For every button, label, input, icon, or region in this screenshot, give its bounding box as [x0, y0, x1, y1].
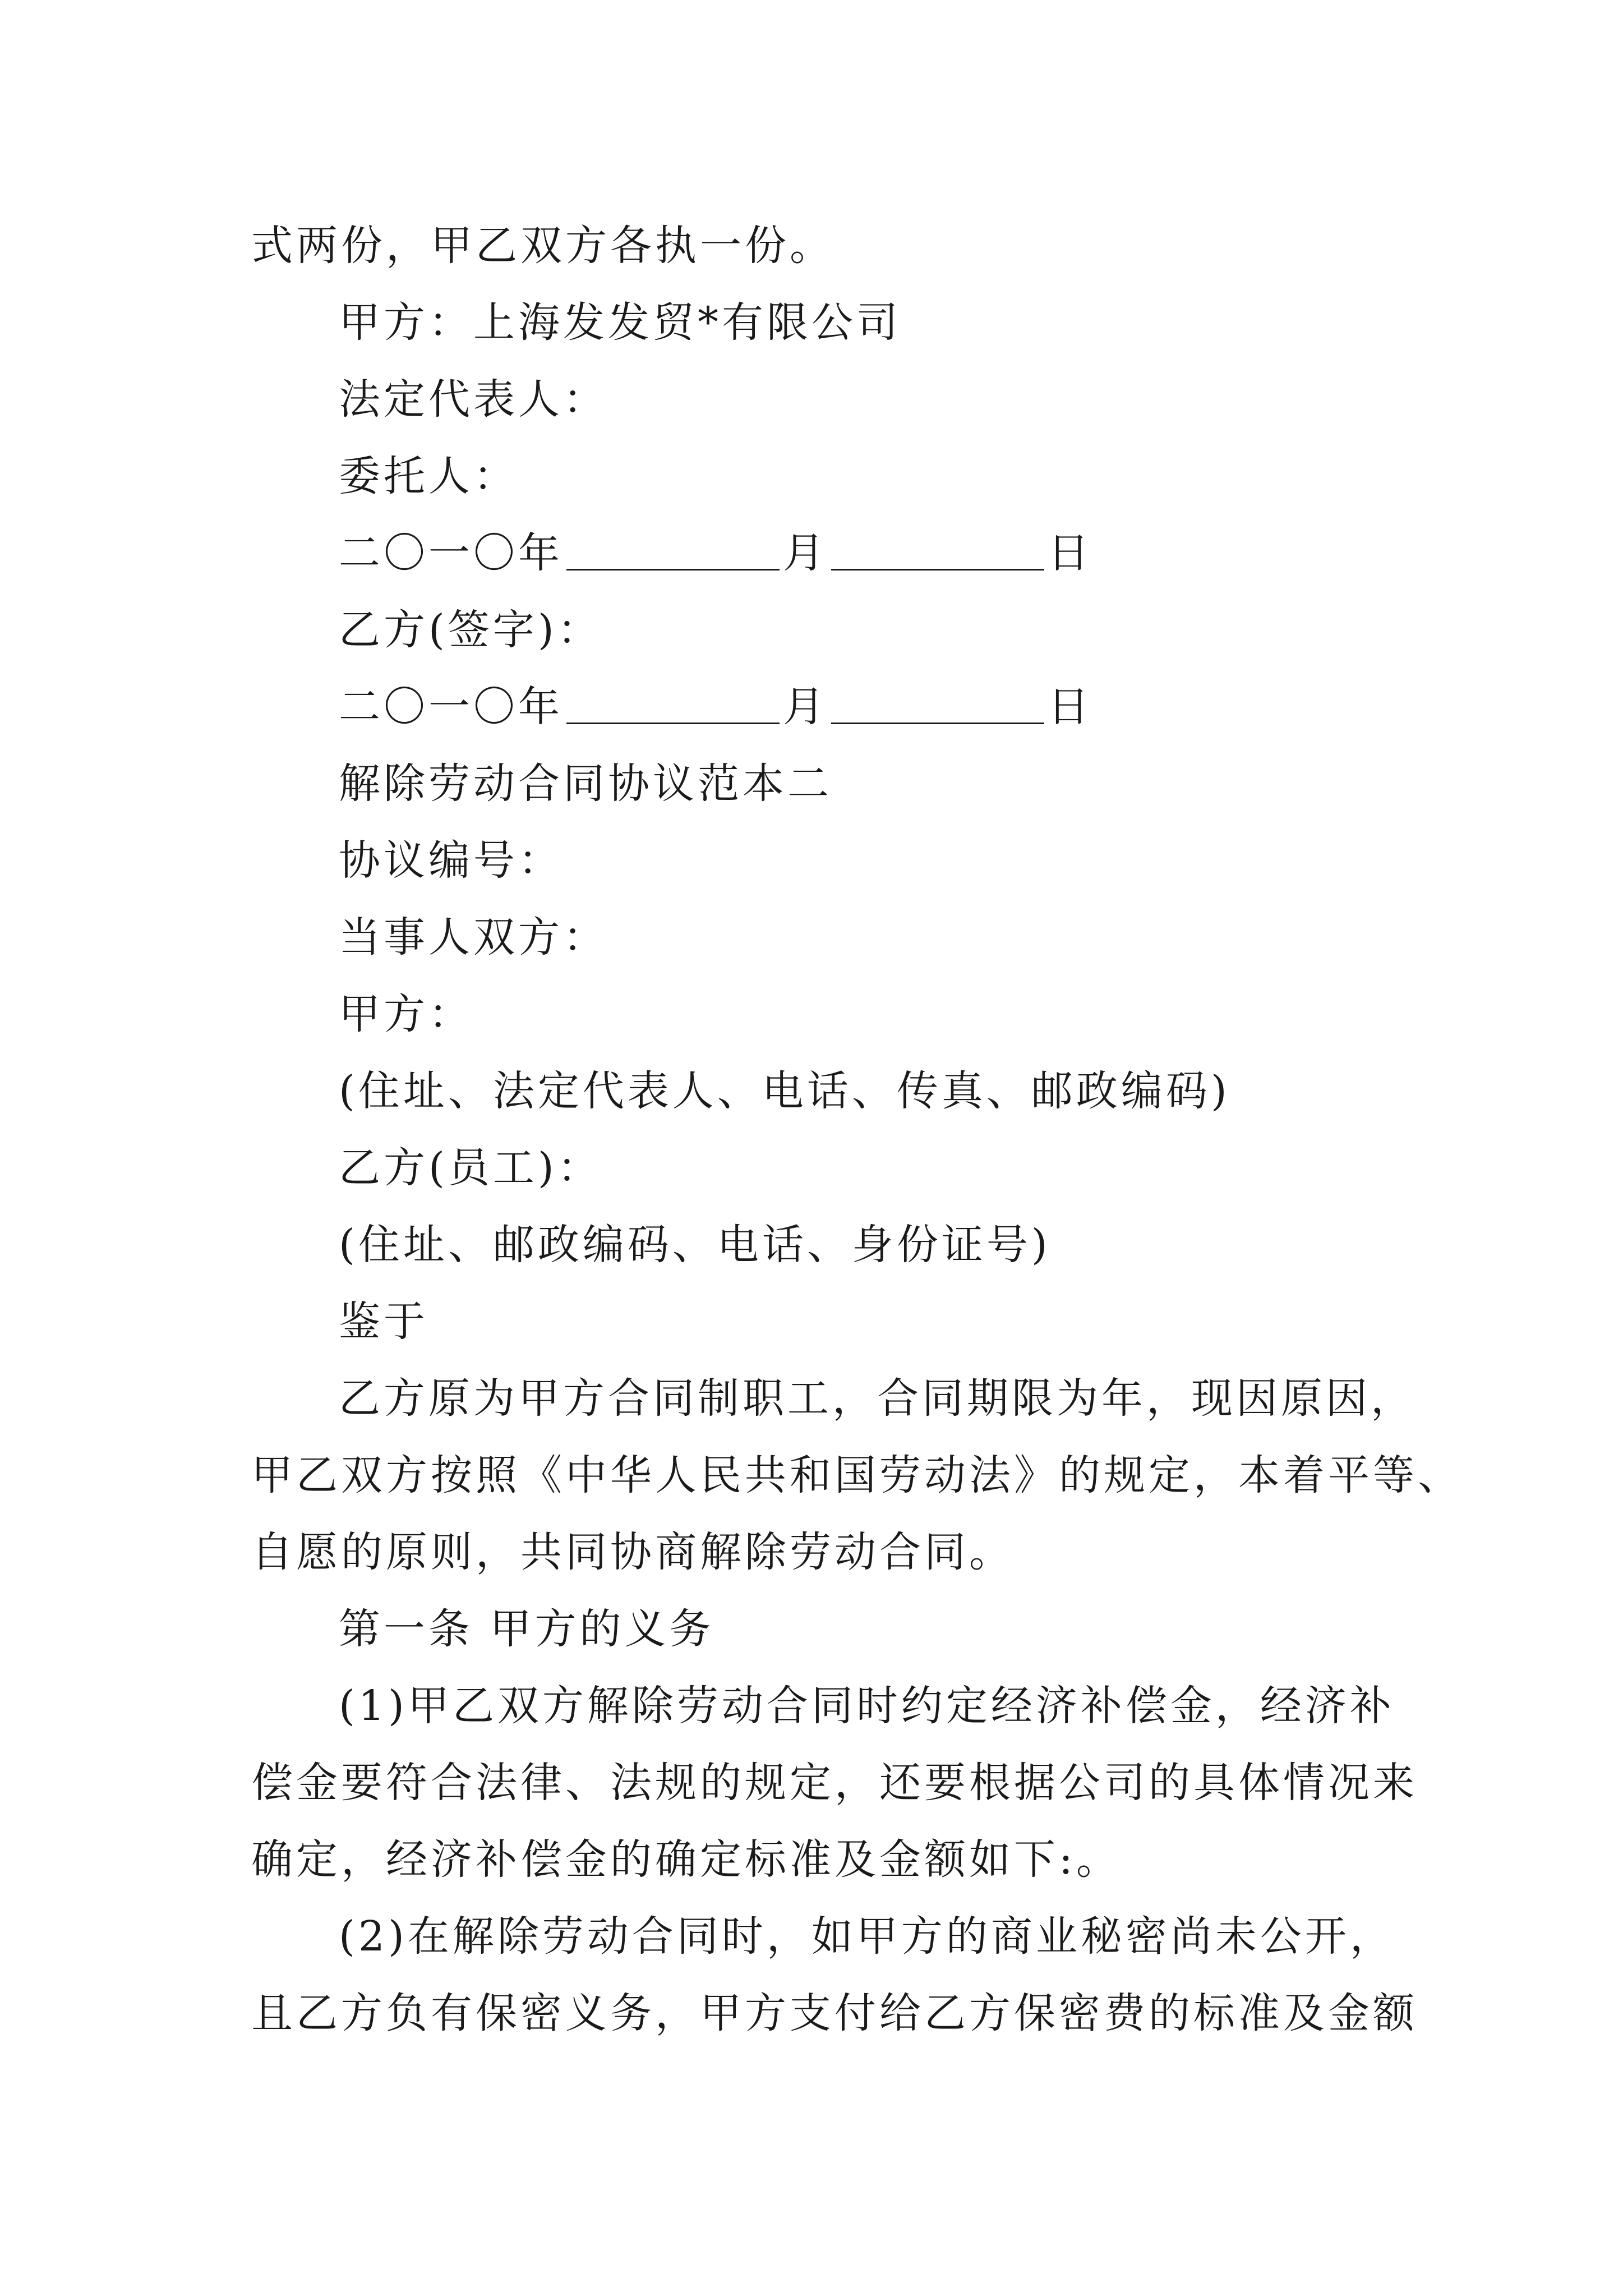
date-day: 日 [1048, 529, 1092, 577]
agreement-number-line: 协议编号： [339, 836, 563, 885]
date-day: 日 [1048, 683, 1092, 731]
party-b-signature-line: 乙方(签字)： [339, 606, 602, 654]
article-heading: 第一条 甲方的义务 [339, 1605, 714, 1653]
day-blank [831, 681, 1044, 724]
date-line-party-b [251, 669, 1407, 746]
paragraph-line: 确定，经济补偿金的确定标准及金额如下:。 [251, 1835, 1121, 1884]
paragraph-line: 乙方原为甲方合同制职工，合同期限为年，现因原因， [339, 1374, 1415, 1423]
date-year: 二〇一〇年 [339, 683, 563, 731]
party-b-label: 乙方(员工)： [339, 1144, 602, 1192]
day-blank [831, 527, 1044, 570]
party-b-details: (住址、邮政编码、电话、身份证号) [339, 1221, 1051, 1269]
paragraph-whereas [251, 1360, 1463, 1591]
paragraph-line: 自愿的原则，共同协商解除劳动合同。 [251, 1528, 1014, 1576]
month-blank [566, 527, 780, 570]
party-a-label: 甲方： [339, 990, 473, 1038]
party-a-details: (住址、法定代表人、电话、传真、邮政编码) [339, 1067, 1230, 1115]
paragraph-line: 偿金要符合法律、法规的规定，还要根据公司的具体情况来 [251, 1759, 1418, 1807]
paragraph-clause-1 [251, 1668, 1418, 1898]
date-year: 二〇一〇年 [339, 529, 563, 577]
paragraph-clause-2 [251, 1898, 1418, 2052]
legal-representative-line: 法定代表人： [339, 375, 608, 424]
date-line-party-a [251, 515, 1407, 592]
section-title: 解除劳动合同协议范本二 [339, 760, 832, 808]
date-month: 月 [783, 683, 828, 731]
paragraph-line: 且乙方负有保密义务，甲方支付给乙方保密费的标准及金额 [251, 1989, 1418, 2037]
party-a-line: 甲方：上海发发贸*有限公司 [339, 298, 901, 347]
document-body [251, 208, 1463, 2052]
text-line: 式两份，甲乙双方各执一份。 [251, 222, 834, 270]
paragraph-line: (1)甲乙双方解除劳动合同时约定经济补偿金，经济补 [339, 1682, 1395, 1730]
paragraph-line: 甲乙双方按照《中华人民共和国劳动法》的规定，本着平等、 [251, 1451, 1463, 1499]
date-month: 月 [783, 529, 828, 577]
month-blank [566, 681, 780, 724]
parties-line: 当事人双方： [339, 913, 608, 961]
paragraph-line: (2)在解除劳动合同时，如甲方的商业秘密尚未公开， [339, 1912, 1395, 1961]
whereas-line: 鉴于 [339, 1297, 428, 1346]
agent-line: 委托人： [339, 452, 518, 500]
